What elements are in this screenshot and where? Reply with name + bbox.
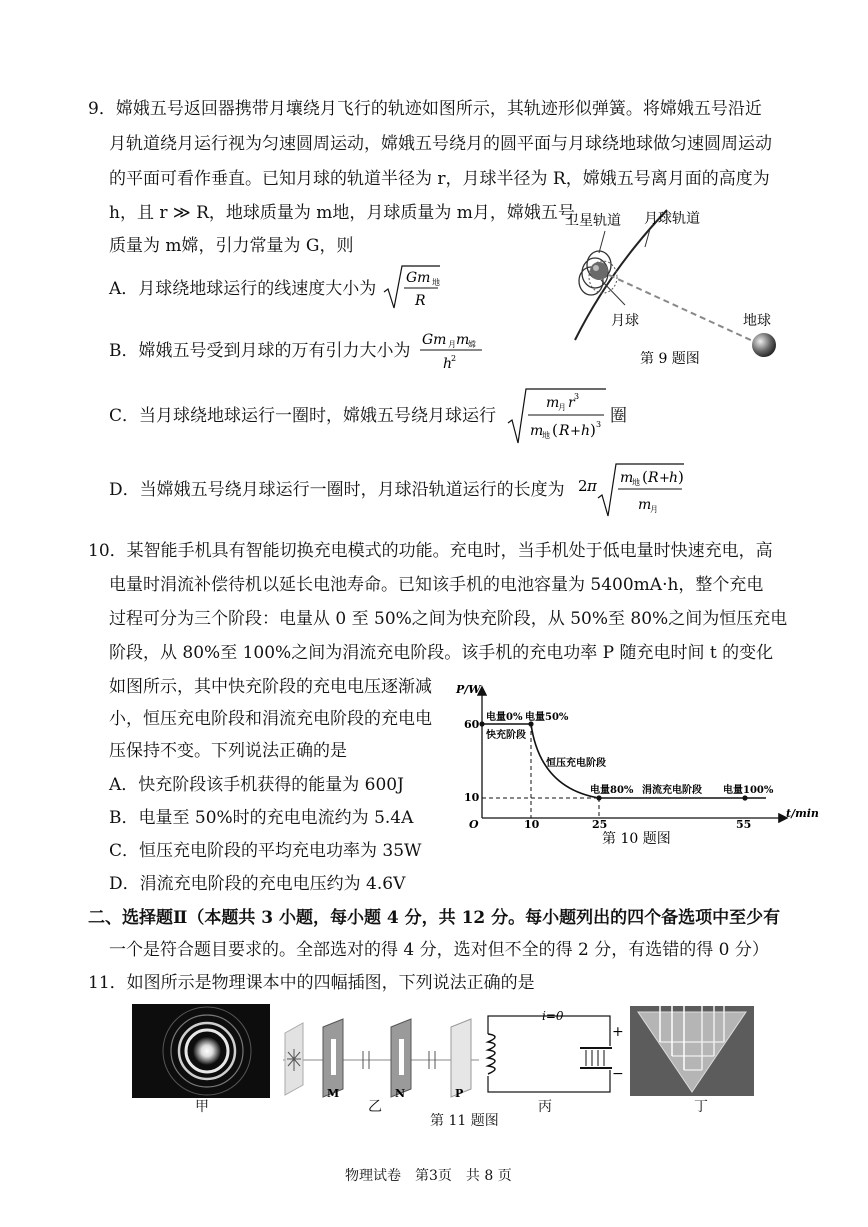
origin-label: O (469, 818, 479, 831)
q9-option-c-formula (506, 385, 610, 447)
q11-fig-bing (482, 1006, 630, 1102)
q10-line-3: 过程可分为三个阶段：电量从 0 至 50%之间为快充阶段，从 50%至 80%之间为恒压充电 (109, 609, 788, 629)
label-moon-orbit: 月球轨道 (644, 211, 700, 227)
fig10-caption: 第 10 题图 (602, 831, 671, 847)
page-footer: 物理试卷 第3页 共 8 页 (345, 1168, 512, 1184)
moon-icon (590, 262, 608, 280)
svg-text:m: m (638, 497, 652, 513)
q11-label-jia: 甲 (195, 1099, 209, 1115)
y-tick-60: 60 (464, 718, 480, 731)
label-cv: 恒压充电阶段 (546, 758, 606, 769)
svg-text:地: 地 (542, 431, 550, 440)
current-label: i=0 (542, 1009, 564, 1023)
q10-option-b: B．电量至 50%时的充电电流约为 5.4A (109, 808, 414, 828)
svg-text:2: 2 (578, 477, 588, 495)
fig9-caption: 第 9 题图 (640, 351, 700, 367)
x-tick-25: 25 (592, 818, 608, 831)
q10-line-5: 如图所示，其中快充阶段的充电电压逐渐减 (109, 677, 432, 697)
x-tick-55: 55 (736, 818, 752, 831)
svg-text:m: m (546, 395, 560, 411)
section2-line-2: 一个是符合题目要求的。全部选对的得 4 分，选对但不全的得 2 分，有选错的得 0 分） (109, 940, 769, 960)
q10-option-a: A．快充阶段该手机获得的能量为 600J (109, 775, 404, 795)
svg-text:h: h (443, 356, 453, 372)
svg-text:): ) (678, 468, 684, 486)
svg-text:月: 月 (650, 505, 658, 514)
svg-text:3: 3 (596, 420, 602, 429)
svg-text:r: r (568, 395, 575, 411)
svg-text:m: m (456, 332, 470, 348)
label-e50: 电量50% (525, 712, 569, 723)
svg-text:h: h (581, 423, 591, 439)
polarizer-n-label: N (395, 1087, 406, 1100)
q9-option-d-formula (578, 460, 688, 520)
q10-chart (456, 680, 820, 855)
q11-label-bing: 丙 (538, 1099, 552, 1115)
svg-text:R: R (415, 293, 426, 309)
q9-option-c: C．当月球绕地球运行一圈时，嫦娥五号绕月球运行 (109, 406, 497, 426)
svg-text:m: m (620, 470, 634, 486)
earth-icon (752, 333, 776, 357)
q10-option-c: C．恒压充电阶段的平均充电功率为 35W (109, 841, 422, 861)
svg-text:月: 月 (448, 340, 456, 349)
plus-sign: + (612, 1024, 624, 1040)
svg-text:R: R (648, 470, 659, 486)
svg-text:地: 地 (632, 478, 640, 487)
svg-text:Gm: Gm (422, 332, 447, 348)
x-axis-label: t/min (786, 807, 819, 820)
svg-text:π: π (587, 477, 597, 495)
q10-line-7: 压保持不变。下列说法正确的是 (109, 741, 347, 761)
q9-option-a: A．月球绕地球运行的线速度大小为 (109, 279, 377, 299)
q10-line-4: 阶段，从 80%至 100%之间为涓流充电阶段。该手机的充电功率 P 随充电时间 t 的变化 (109, 643, 774, 663)
y-axis-label: P/W (456, 683, 481, 696)
q9-option-d: D．当嫦娥五号绕月球运行一圈时，月球沿轨道运行的长度为 (109, 480, 565, 500)
label-e100: 电量100% (723, 785, 774, 796)
label-sat-orbit: 卫星轨道 (565, 213, 621, 229)
q9-option-c-tail: 圈 (610, 406, 627, 426)
fig11-caption: 第 11 题图 (430, 1113, 499, 1129)
svg-text:R: R (559, 423, 570, 439)
svg-text:(: ( (642, 468, 648, 486)
svg-text:(: ( (552, 421, 558, 439)
label-earth: 地球 (743, 313, 771, 329)
svg-text:): ) (590, 421, 596, 439)
svg-text:嫦: 嫦 (468, 340, 476, 349)
label-e80: 电量80% (590, 785, 634, 796)
label-e0: 电量0% (486, 712, 523, 723)
svg-text:h: h (669, 470, 679, 486)
q10-line-1: 10．某智能手机具有智能切换充电模式的功能。充电时，当手机处于低电量时快速充电，高 (88, 541, 773, 561)
polarizer-m-label: M (327, 1087, 340, 1100)
q11-fig-ding (630, 1006, 754, 1096)
q9-option-a-formula (382, 262, 442, 312)
q11-label-yi: 乙 (368, 1099, 382, 1115)
q9-line-5: 质量为 m嫦，引力常量为 G，则 (109, 236, 354, 256)
x-tick-10: 10 (524, 818, 540, 831)
svg-text:2: 2 (451, 354, 457, 363)
q11-fig-yi (283, 1015, 483, 1105)
q9-option-b-formula (418, 326, 488, 374)
q11-fig-jia (132, 1004, 270, 1098)
q10-line-2: 电量时涓流补偿待机以延长电池寿命。已知该手机的电池容量为 5400mA·h，整个充电 (109, 575, 764, 595)
y-tick-10: 10 (464, 791, 480, 804)
q10-option-d: D．涓流充电阶段的充电电压约为 4.6V (109, 874, 406, 894)
polarizer-p-label: P (455, 1087, 464, 1100)
label-fast: 快充阶段 (486, 730, 526, 741)
svg-text:+: + (570, 424, 581, 439)
svg-text:3: 3 (574, 392, 580, 401)
q9-option-b: B．嫦娥五号受到月球的万有引力大小为 (109, 341, 411, 361)
q11-line: 11．如图所示是物理课本中的四幅插图，下列说法正确的是 (88, 973, 535, 993)
q9-line-2: 月轨道绕月运行视为匀速圆周运动，嫦娥五号绕月的圆平面与月球绕地球做匀速圆周运动 (109, 134, 772, 154)
q11-label-ding: 丁 (694, 1099, 708, 1115)
svg-text:m: m (530, 423, 544, 439)
svg-text:Gm: Gm (406, 270, 431, 286)
label-trickle: 涓流充电阶段 (642, 785, 702, 796)
q9-figure (555, 205, 795, 375)
q10-line-6: 小，恒压充电阶段和涓流充电阶段的充电电 (109, 709, 432, 729)
minus-sign: − (612, 1066, 624, 1082)
q9-line-3: 的平面可看作垂直。已知月球的轨道半径为 r，月球半径为 R，嫦娥五号离月面的高度为 (109, 169, 770, 189)
svg-text:地: 地 (432, 278, 440, 287)
q9-line-4: h，且 r ≫ R，地球质量为 m地，月球质量为 m月，嫦娥五号 (109, 203, 575, 223)
section2-line-1: 二、选择题Ⅱ（本题共 3 小题，每小题 4 分，共 12 分。每小题列出的四个备选项中至少有 (88, 908, 781, 928)
svg-text:月: 月 (558, 403, 566, 412)
label-moon: 月球 (611, 313, 639, 329)
q9-line-1: 9．嫦娥五号返回器携带月壤绕月飞行的轨迹如图所示，其轨迹形似弹簧。将嫦娥五号沿近 (88, 99, 762, 119)
svg-text:+: + (659, 471, 670, 486)
